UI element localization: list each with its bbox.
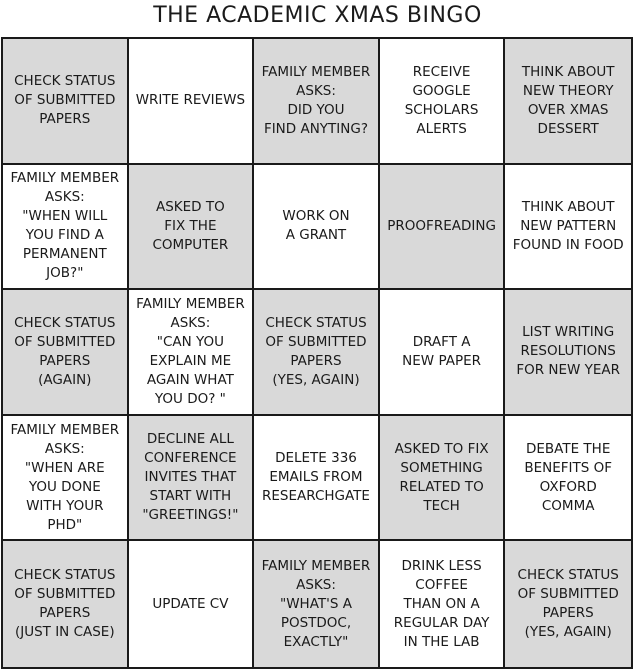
bingo-cell-r3-c2[interactable]: FAMILY MEMBER ASKS: "CAN YOU EXPLAIN ME AGAIN WHAT YOU DO? " xyxy=(129,290,255,416)
bingo-cell-r1-c5[interactable]: THINK ABOUT NEW THEORY OVER XMAS DESSERT xyxy=(505,39,631,165)
bingo-cell-r5-c4[interactable]: DRINK LESS COFFEE THAN ON A REGULAR DAY IN THE LAB xyxy=(380,541,506,667)
bingo-cell-r1-c4[interactable]: RECEIVE GOOGLE SCHOLARS ALERTS xyxy=(380,39,506,165)
bingo-cell-r2-c5[interactable]: THINK ABOUT NEW PATTERN FOUND IN FOOD xyxy=(505,165,631,291)
bingo-cell-r2-c4[interactable]: PROOFREADING xyxy=(380,165,506,291)
bingo-card-grid xyxy=(1,37,633,669)
bingo-cell-r3-c1[interactable]: CHECK STATUS OF SUBMITTED PAPERS (AGAIN) xyxy=(3,290,129,416)
bingo-cell-r1-c1[interactable]: CHECK STATUS OF SUBMITTED PAPERS xyxy=(3,39,129,165)
bingo-cell-r4-c2[interactable]: DECLINE ALL CONFERENCE INVITES THAT START WITH "GREETINGS!" xyxy=(129,416,255,542)
bingo-cell-r5-c3[interactable]: FAMILY MEMBER ASKS: "WHAT'S A POSTDOC, EXACTLY" xyxy=(254,541,380,667)
bingo-cell-r5-c1[interactable]: CHECK STATUS OF SUBMITTED PAPERS (JUST IN CASE) xyxy=(3,541,129,667)
bingo-cell-r2-c2[interactable]: ASKED TO FIX THE COMPUTER xyxy=(129,165,255,291)
bingo-cell-r1-c2[interactable]: WRITE REVIEWS xyxy=(129,39,255,165)
bingo-cell-r4-c4[interactable]: ASKED TO FIX SOMETHING RELATED TO TECH xyxy=(380,416,506,542)
bingo-cell-r5-c5[interactable]: CHECK STATUS OF SUBMITTED PAPERS (YES, AGAIN) xyxy=(505,541,631,667)
bingo-cell-r3-c5[interactable]: LIST WRITING RESOLUTIONS FOR NEW YEAR xyxy=(505,290,631,416)
bingo-cell-r4-c1[interactable]: FAMILY MEMBER ASKS: "WHEN ARE YOU DONE WITH YOUR PHD" xyxy=(3,416,129,542)
bingo-cell-r2-c3[interactable]: WORK ON A GRANT xyxy=(254,165,380,291)
bingo-cell-r5-c2[interactable]: UPDATE CV xyxy=(129,541,255,667)
bingo-title: THE ACADEMIC XMAS BINGO xyxy=(153,3,482,28)
bingo-cell-r2-c1[interactable]: FAMILY MEMBER ASKS: "WHEN WILL YOU FIND A PERMANENT JOB?" xyxy=(3,165,129,291)
bingo-cell-r3-c3[interactable]: CHECK STATUS OF SUBMITTED PAPERS (YES, AGAIN) xyxy=(254,290,380,416)
bingo-cell-r3-c4[interactable]: DRAFT A NEW PAPER xyxy=(380,290,506,416)
bingo-cell-r4-c3[interactable]: DELETE 336 EMAILS FROM RESEARCHGATE xyxy=(254,416,380,542)
bingo-cell-r1-c3[interactable]: FAMILY MEMBER ASKS: DID YOU FIND ANYTING? xyxy=(254,39,380,165)
bingo-cell-r4-c5[interactable]: DEBATE THE BENEFITS OF OXFORD COMMA xyxy=(505,416,631,542)
